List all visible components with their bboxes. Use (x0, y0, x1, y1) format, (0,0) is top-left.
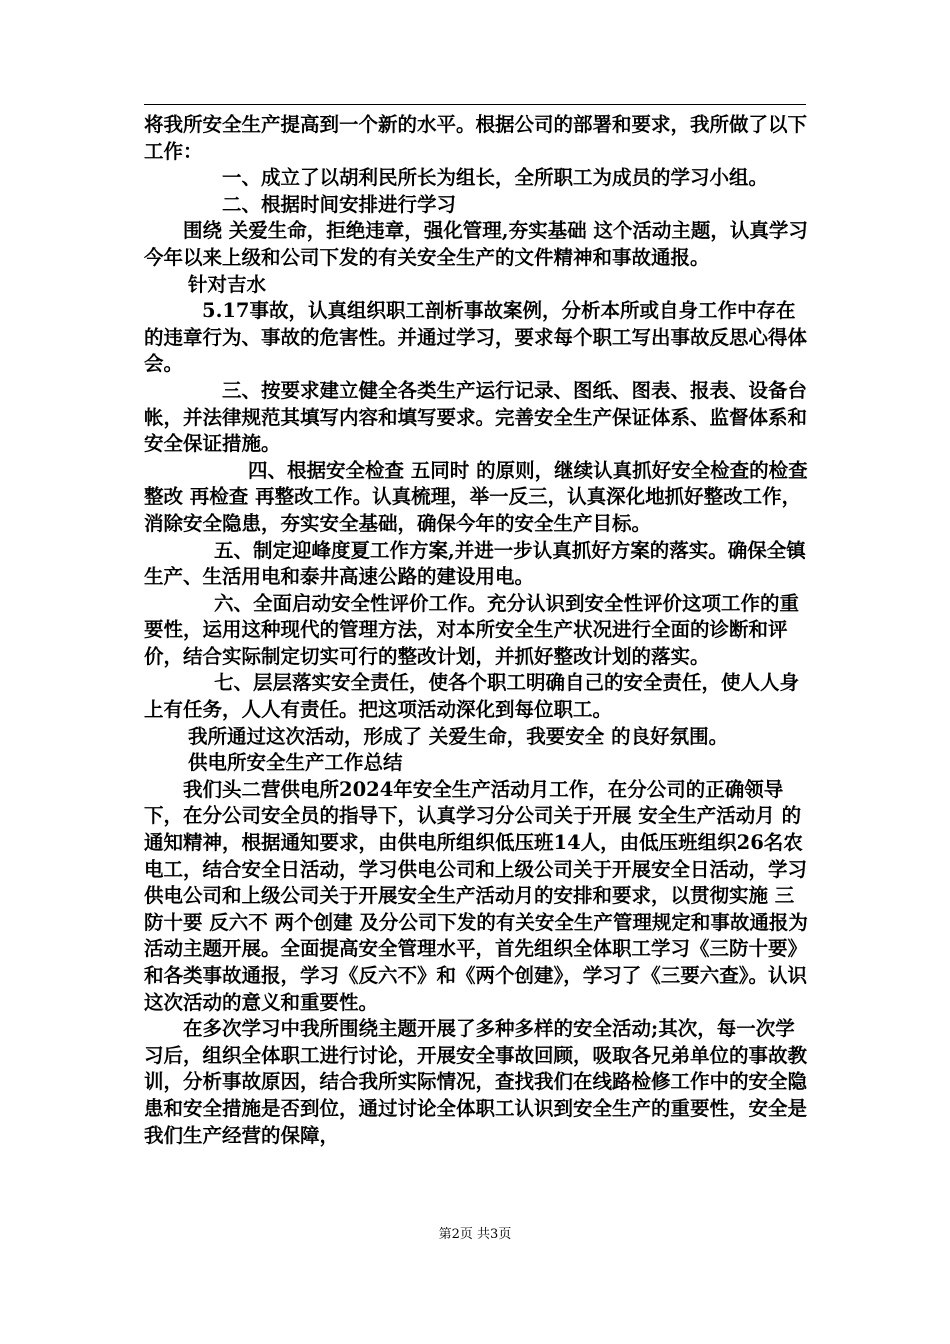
section-title: 供电所安全生产工作总结 (188, 751, 403, 775)
header-rule (144, 104, 806, 105)
paragraph-item-6: 六、全面启动安全性评价工作。充分认识到安全性评价这项工作的重要性，运用这种现代的管理方法，对本所安全生产状况进行全面的诊断和评价，结合实际制定切实可行的整改计划，并抓好整改计划的落实。 (144, 591, 800, 668)
paragraph-intro: 将我所安全生产提高到一个新的水平。根据公司的部署和要求，我所做了以下工作： (144, 113, 808, 163)
paragraph-activities: 在多次学习中我所围绕主题开展了多种多样的安全活动;其次，每一次学习后，组织全体职工进行讨论，开展安全事故回顾，吸取各兄弟单位的事故教训，分析事故原因，结合我所实际情况，查找我们在线路检修工作中的安全隐患和安全措施是否到位，通过讨论全体职工认识到安全生产的重要性，安全是我们生产经营的保障， (144, 1017, 808, 1147)
paragraph-item-5: 五、制定迎峰度夏工作方案,并进一步认真抓好方案的落实。确保全镇生产、生活用电和泰井高速公路的建设用电。 (144, 538, 806, 589)
paragraph-item-7: 七、层层落实安全责任，使各个职工明确自己的安全责任，使人人身上有任务，人人有责任。把这项活动深化到每位职工。 (144, 671, 800, 722)
paragraph-item-1: 一、成立了以胡利民所长为组长，全所职工为成员的学习小组。 (222, 166, 769, 190)
paragraph-jishui: 针对吉水 (188, 272, 267, 296)
paragraph-theme: 围绕 关爱生命，拒绝违章，强化管理,夯实基础 这个活动主题，认真学习今年以来上级和公司下发的有关安全生产的文件精神和事故通报。 (144, 219, 808, 269)
paragraph-summary: 我们头二营供电所2024年安全生产活动月工作，在分公司的正确领导下，在分公司安全员的指导下，认真学习分公司关于开展 安全生产活动月 的通知精神，根据通知要求，由供电所组织低压班14人，由低压班组织26名农电工，结合安全日活动，学习供电公司和上级公司关于开展安全日活动，学习供电公司和上级公司关于开展安全生产活动月的安排和要求，以贯彻实施 三防十要 反六不 两个创建 及分公司下发的有关安全生产管理规定和事故通报为活动主题开展。全面提高安全管理水平，首先组织全体职工学习《三防十要》和各类事故通报，学习《反六不》和《两个创建》，学习了《三要六查》。认识这次活动的意义和重要性。 (144, 777, 808, 1014)
page-number: 第2页 共3页 (438, 1227, 512, 1242)
paragraph-item-4: 四、根据安全检查 五同时 的原则，继续认真抓好安全检查的检查 整改 再检查 再整改工作。认真梳理，举一反三，认真深化地抓好整改工作，消除安全隐患，夯实安全基础，确保今年的安全生产目标。 (144, 458, 808, 535)
paragraph-item-2: 二、根据时间安排进行学习 (222, 192, 457, 216)
paragraph-result: 我所通过这次活动，形成了 关爱生命，我要安全 的良好氛围。 (188, 724, 729, 748)
document-body (144, 112, 812, 1149)
paragraph-item-3: 三、按要求建立健全各类生产运行记录、图纸、图表、报表、设备台帐，并法律规范其填写内容和填写要求。完善安全生产保证体系、监督体系和安全保证措施。 (144, 378, 808, 456)
paragraph-accident: 5.17事故，认真组织职工剖析事故案例，分析本所或自身工作中存在的违章行为、事故的危害性。并通过学习，要求每个职工写出事故反思心得体会。 (144, 299, 808, 376)
